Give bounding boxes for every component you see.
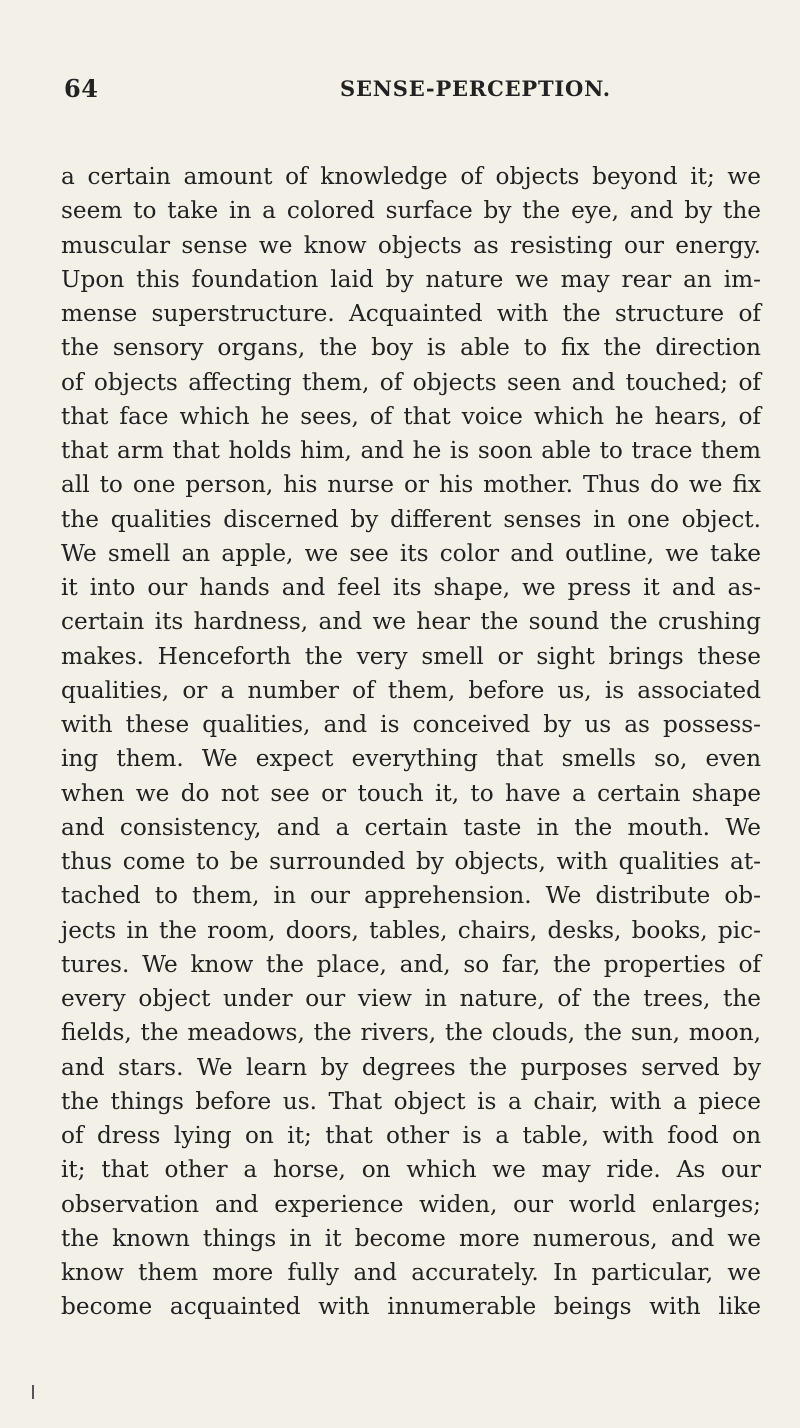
text-line: know them more fully and accurately. In particular, we (61, 1259, 761, 1286)
text-line: that face which he sees, of that voice which he hears, of (61, 402, 761, 430)
text-line: mense superstructure. Acquainted with the structure of (61, 300, 761, 327)
text-line: the known things in it become more numerous, and we (61, 1224, 761, 1252)
text-line: that arm that holds him, and he is soon able to trace them (61, 437, 761, 464)
text-line: with these qualities, and is conceived by us as possess- (61, 711, 761, 738)
text-line: and consistency, and a certain taste in the mouth. We (61, 813, 761, 841)
text-line: observation and experience widen, our world enlarges; (61, 1190, 761, 1218)
text-line: certain its hardness, and we hear the sound the crushing (61, 608, 761, 636)
text-line: all to one person, his nurse or his mother. Thus do we fix (61, 471, 761, 499)
text-line: the things before us. That object is a chair, with a piece (61, 1087, 761, 1115)
text-line: jects in the room, doors, tables, chairs, desks, books, pic- (61, 916, 761, 944)
running-head (0, 74, 800, 114)
text-line: seem to take in a colored surface by the eye, and by the (61, 197, 761, 225)
text-line: thus come to be surrounded by objects, with qualities at- (61, 848, 761, 875)
text-line: of objects affecting them, of objects seen and touched; of (61, 368, 761, 396)
running-title: SENSE-PERCEPTION. (340, 76, 611, 101)
text-line: Upon this foundation laid by nature we may rear an im- (61, 265, 761, 293)
text-line: and stars. We learn by degrees the purposes served by (61, 1053, 761, 1081)
text-line: qualities, or a number of them, before us, is associated (61, 676, 761, 704)
page-number: 64 (64, 74, 99, 103)
text-line: of dress lying on it; that other is a table, with food on (61, 1122, 761, 1149)
text-line: muscular sense we know objects as resisting our energy. (61, 231, 761, 259)
text-line: ing them. We expect everything that smells so, even (61, 745, 761, 773)
text-line: We smell an apple, we see its color and outline, we take (61, 539, 761, 567)
text-line: it; that other a horse, on which we may ride. As our (61, 1156, 761, 1184)
text-line: it into our hands and feel its shape, we press it and as- (61, 574, 761, 601)
body-text (61, 160, 761, 1325)
text-line: a certain amount of knowledge of objects beyond it; we (61, 163, 761, 190)
text-line: tures. We know the place, and, so far, the properties of (61, 950, 761, 978)
text-line: fields, the meadows, the rivers, the clouds, the sun, moon, (61, 1019, 761, 1047)
text-line: tached to them, in our apprehension. We distribute ob- (61, 882, 761, 910)
text-line: when we do not see or touch it, to have a certain shape (61, 779, 761, 807)
text-line: the qualities discerned by different senses in one object. (61, 505, 761, 533)
text-line: become acquainted with innumerable beings with like (61, 1293, 761, 1321)
text-line: every object under our view in nature, of the trees, the (61, 985, 761, 1012)
text-line: the sensory organs, the boy is able to fix the direction (61, 334, 761, 362)
paper-speck (32, 1385, 34, 1399)
text-line: makes. Henceforth the very smell or sight brings these (61, 642, 761, 670)
